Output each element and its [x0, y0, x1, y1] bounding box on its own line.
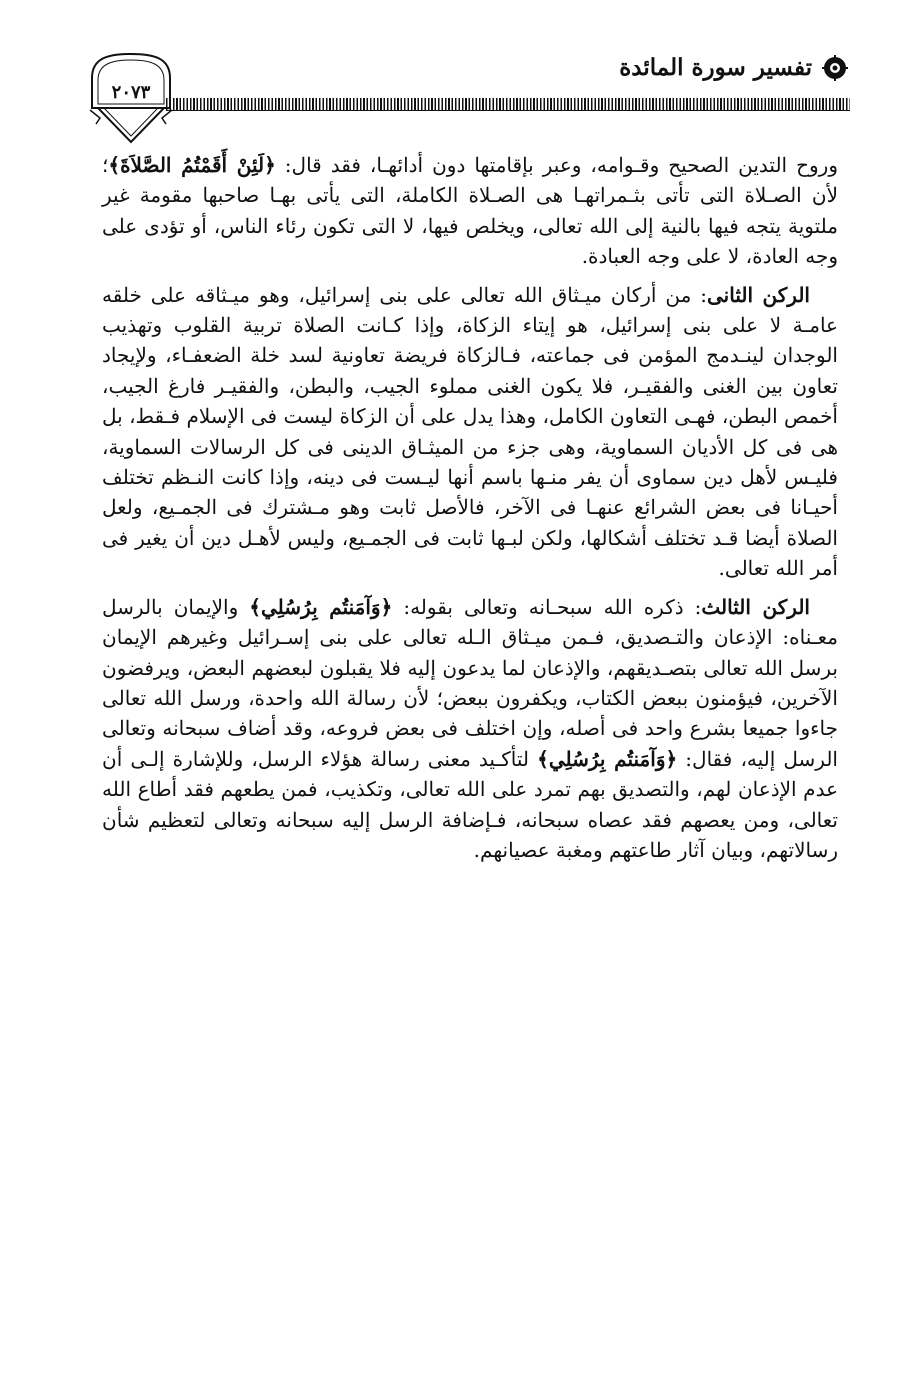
- header-rule-line: [166, 110, 850, 111]
- quran-quote: ﴿وَآمَنتُم بِرُسُلِي﴾: [537, 746, 678, 771]
- text-segment: وروح التدين الصحيح وقـوامه، وعبر بإقامتها دون أدائهـا، فقد قال:: [275, 153, 838, 177]
- page-header: [88, 48, 848, 148]
- quran-quote: ﴿وَآمَنتُم بِرُسُلِي﴾: [249, 594, 393, 619]
- paragraph-1: [102, 150, 838, 272]
- header-rule: [166, 98, 850, 110]
- paragraph-3: [102, 592, 838, 866]
- ornament-icon: [822, 55, 848, 81]
- page-number: ٢٠٧٣: [111, 82, 151, 103]
- title-block: [619, 54, 848, 81]
- text-segment: لتأكـيد معنى رسالة هؤلاء الرسل، وللإشارة إلـى أن عدم الإذعان لهم، والتصديق بهم تمرد على الله تعالى، وتكذيب، فمن يطعهم فقد أطاع الله تعالى، ومن يعصهم فقد عصاه سبحانه، فـإضافة الرسل إليه سبحانه وتعالى لتعظيم شأن رسالاتهم، وبيان آثار طاعتهم ومغبة عصيانهم.: [102, 746, 838, 862]
- section-heading: الركن الثالث: [701, 594, 810, 619]
- section-heading: الركن الثانى: [707, 282, 810, 307]
- body-text: [102, 150, 838, 873]
- text-segment: ؛ لأن الصـلاة التى تأتى بثـمراتهـا هى الصـلاة الكاملة، التى يأتى بهـا صاحبها مقومة غير ملتوية يتجه فيها بالنية إلى الله تعالى، ويخلص فيها، لا التى تكون رئاء الناس، أو تؤدى على وجه العادة، لا على وجه العبادة.: [102, 153, 838, 269]
- text-segment: والإيمان بالرسل معـناه: الإذعان والتـصديق، فـمن ميـثاق الـله تعالى على بنى إسـرائيل وغيرهم الإيمان برسل الله تعالى بتصـديقهم، والإذعان لما يدعون إليه فلا يقبلون لبعضهم البعض، ويرفضون الآخرين، فيؤمنون ببعض الكتاب، ويكفرون ببعض؛ لأن رسالة الله واحدة، ورسل الله تعالى جاءوا جميعا بشرع واحد فى أصله، وإن اختلف فى بعض فروعه، وقد أضاف سبحانه وتعالى الرسل إليه، فقال:: [102, 594, 838, 771]
- paragraph-2: [102, 280, 838, 584]
- quran-quote: ﴿لَئِنْ أَقَمْتُمُ الصَّلاَةَ﴾: [108, 153, 276, 177]
- text-segment: : من أركان ميـثاق الله تعالى على بنى إسرائيل، وهو ميـثاقه على خلقه عامـة لا على بنى إسرائيل، هو إيتاء الزكاة، وإذا كـانت الصلاة تربية القلوب وتهذيب الوجدان لينـدمج المؤمن فى جماعته، فـالزكاة فريضة تعاونية لسد خلة الضعفـاء، ولإيجاد تعاون بين الغنى والفقيـر، فلا يكون الغنى مملوء الجيب، والبطن، والفقيـر فارغ الجيب، أخمص البطن، فهـى التعاون الكامل، وهذا يدل على أن الزكاة ليست فى الإسلام فـقط، بل هى فى كل الأديان السماوية، وهى جزء من الميثـاق الدينى فى كل الرسالات السماوية، فليـس لأهل دين سماوى أن يفر منـها باسم أنها ليـست فى دينه، وإذا كانت النـظم تختلف أحيـانا فى بعض الشرائع عنهـا فى الآخر، فالأصل ثابت وهو مـشترك فى الجمـيع، ولعل الصلاة أيضا قـد تختلف أشكالها، ولكن لبـها ثابت فى الجمـيع، وليس لأهـل دين أن يغير فى أمر الله تعالى.: [102, 282, 838, 581]
- page-title: تفسير سورة المائدة: [619, 54, 812, 81]
- text-segment: : ذكره الله سبحـانه وتعالى بقوله:: [392, 594, 702, 619]
